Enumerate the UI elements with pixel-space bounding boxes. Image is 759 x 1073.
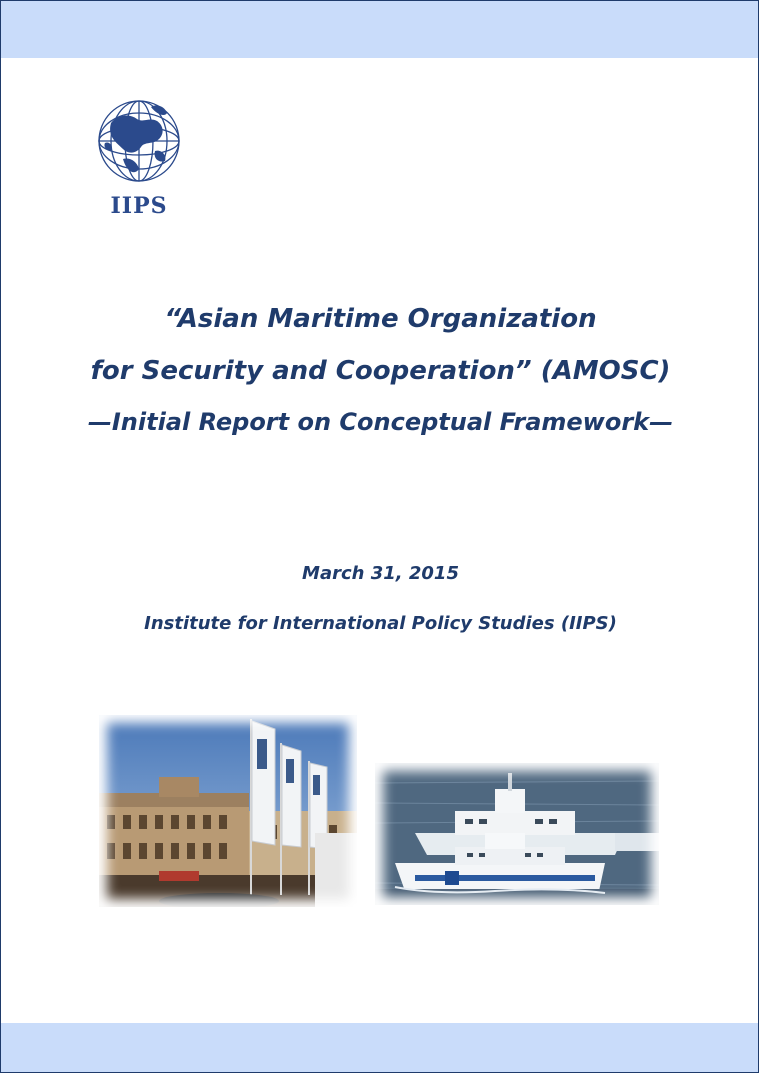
iips-logo bbox=[93, 93, 185, 223]
title-line-2: for Security and Cooperation” (AMOSC) bbox=[90, 356, 671, 386]
header-band bbox=[1, 1, 758, 58]
globe-icon bbox=[93, 93, 185, 189]
building-flags-photo bbox=[99, 715, 357, 907]
report-title bbox=[1, 293, 759, 447]
report-date: March 31, 2015 bbox=[302, 563, 459, 584]
footer-band bbox=[1, 1023, 758, 1072]
logo-text: IIPS bbox=[110, 193, 168, 219]
title-subtitle: —Initial Report on Conceptual Framework— bbox=[87, 408, 674, 436]
coast-guard-ships-photo bbox=[375, 763, 659, 905]
title-line-1: “Asian Maritime Organization bbox=[164, 304, 597, 334]
institute-name: Institute for International Policy Studies (IIPS) bbox=[144, 613, 617, 634]
